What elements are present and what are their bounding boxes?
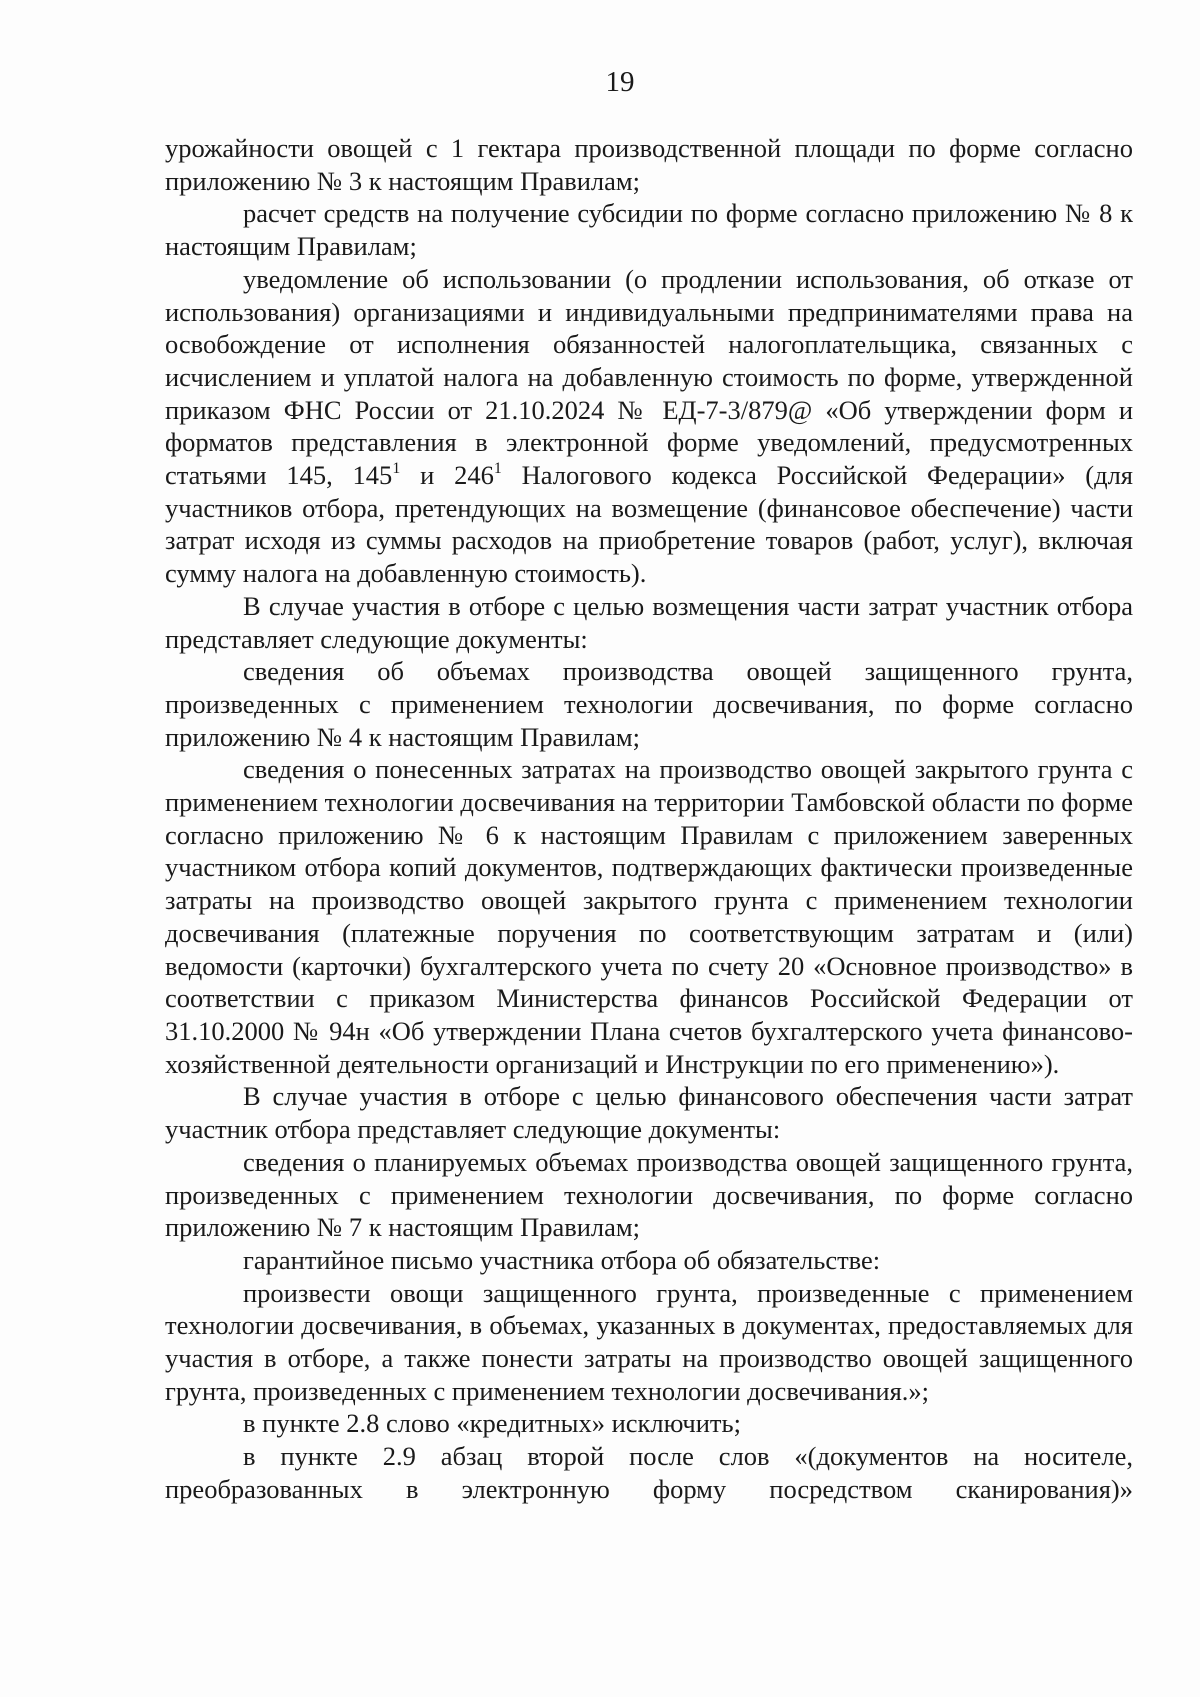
paragraph: В случае участия в отборе с целью финансового обеспечения части затрат участник отбора представляет следующие документы: bbox=[165, 1081, 1133, 1145]
paragraph: сведения о планируемых объемах производства овощей защищенного грунта, произведенных с применением технологии досвечивания, по форме согласно приложению № 7 к настоящим Правилам; bbox=[165, 1146, 1133, 1243]
paragraph: гарантийное письмо участника отбора об обязательстве: bbox=[243, 1244, 881, 1275]
superscript: 1 bbox=[392, 459, 401, 477]
paragraph bbox=[165, 263, 1133, 590]
paragraph-text: и 246 bbox=[400, 460, 494, 491]
paragraph: В случае участия в отборе с целью возмещения части затрат участник отбора представляет следующие документы: bbox=[165, 590, 1133, 654]
paragraph-text: уведомление об использовании (о продлении использования, об отказе от использования) организациями и индивидуальными предпринимателями права на освобождение от исполнения обязанностей налогоплательщика, связанных с исчислением и уплатой налога на добавленную стоимость по форме, утвержденной приказом ФНС России от 21.10.2024 № ЕД-7-3/879@ «Об утверждении форм и форматов представления в электронной форме уведомлений, предусмотренных статьями 145, 145 bbox=[165, 263, 1133, 491]
paragraph: урожайности овощей с 1 гектара производственной площади по форме согласно приложению № 3 к настоящим Правилам; bbox=[165, 133, 1133, 196]
paragraph: расчет средств на получение субсидии по форме согласно приложению № 8 к настоящим Правилам; bbox=[165, 198, 1133, 262]
paragraph: сведения о понесенных затратах на производство овощей закрытого грунта с применением технологии досвечивания на территории Тамбовской области по форме согласно приложению № 6 к настоящим Правилам с приложением заверенных участником отбора копий документов, подтверждающих фактически произведенные затраты на производство овощей закрытого грунта с применением технологии досвечивания (платежные поручения по соответствующим затратам и (или) ведомости (карточки) бухгалтерского учета по счету 20 «Основное производство» в соответствии с приказом Министерства финансов Российской Федерации от 31.10.2000 № 94н «Об утверждении Плана счетов бухгалтерского учета финансово-хозяйственной деятельности организаций и Инструкции по его применению»). bbox=[165, 754, 1133, 1079]
paragraph: в пункте 2.9 абзац второй после слов «(документов на носителе, преобразованных в электронную форму посредством сканирования)» bbox=[165, 1441, 1133, 1504]
document-body bbox=[165, 132, 1133, 1506]
paragraph: в пункте 2.8 слово «кредитных» исключить; bbox=[243, 1408, 741, 1439]
paragraph-text: Налогового кодекса Российской Федерации» (для участников отбора, претендующих на возмещение (финансовое обеспечение) части затрат исходя из суммы расходов на приобретение товаров (работ, услуг), включая сумму налога на добавленную стоимость). bbox=[165, 460, 1133, 589]
page-number: 19 bbox=[605, 66, 635, 98]
paragraph: произвести овощи защищенного грунта, произведенные с применением технологии досвечивания, в объемах, указанных в документах, предоставляемых для участия в отборе, а также понести затраты на производство овощей защищенного грунта, произведенных с применением технологии досвечивания.»; bbox=[165, 1277, 1133, 1406]
paragraph: сведения об объемах производства овощей защищенного грунта, произведенных с применением технологии досвечивания, по форме согласно приложению № 4 к настоящим Правилам; bbox=[165, 656, 1133, 752]
superscript: 1 bbox=[493, 459, 502, 477]
